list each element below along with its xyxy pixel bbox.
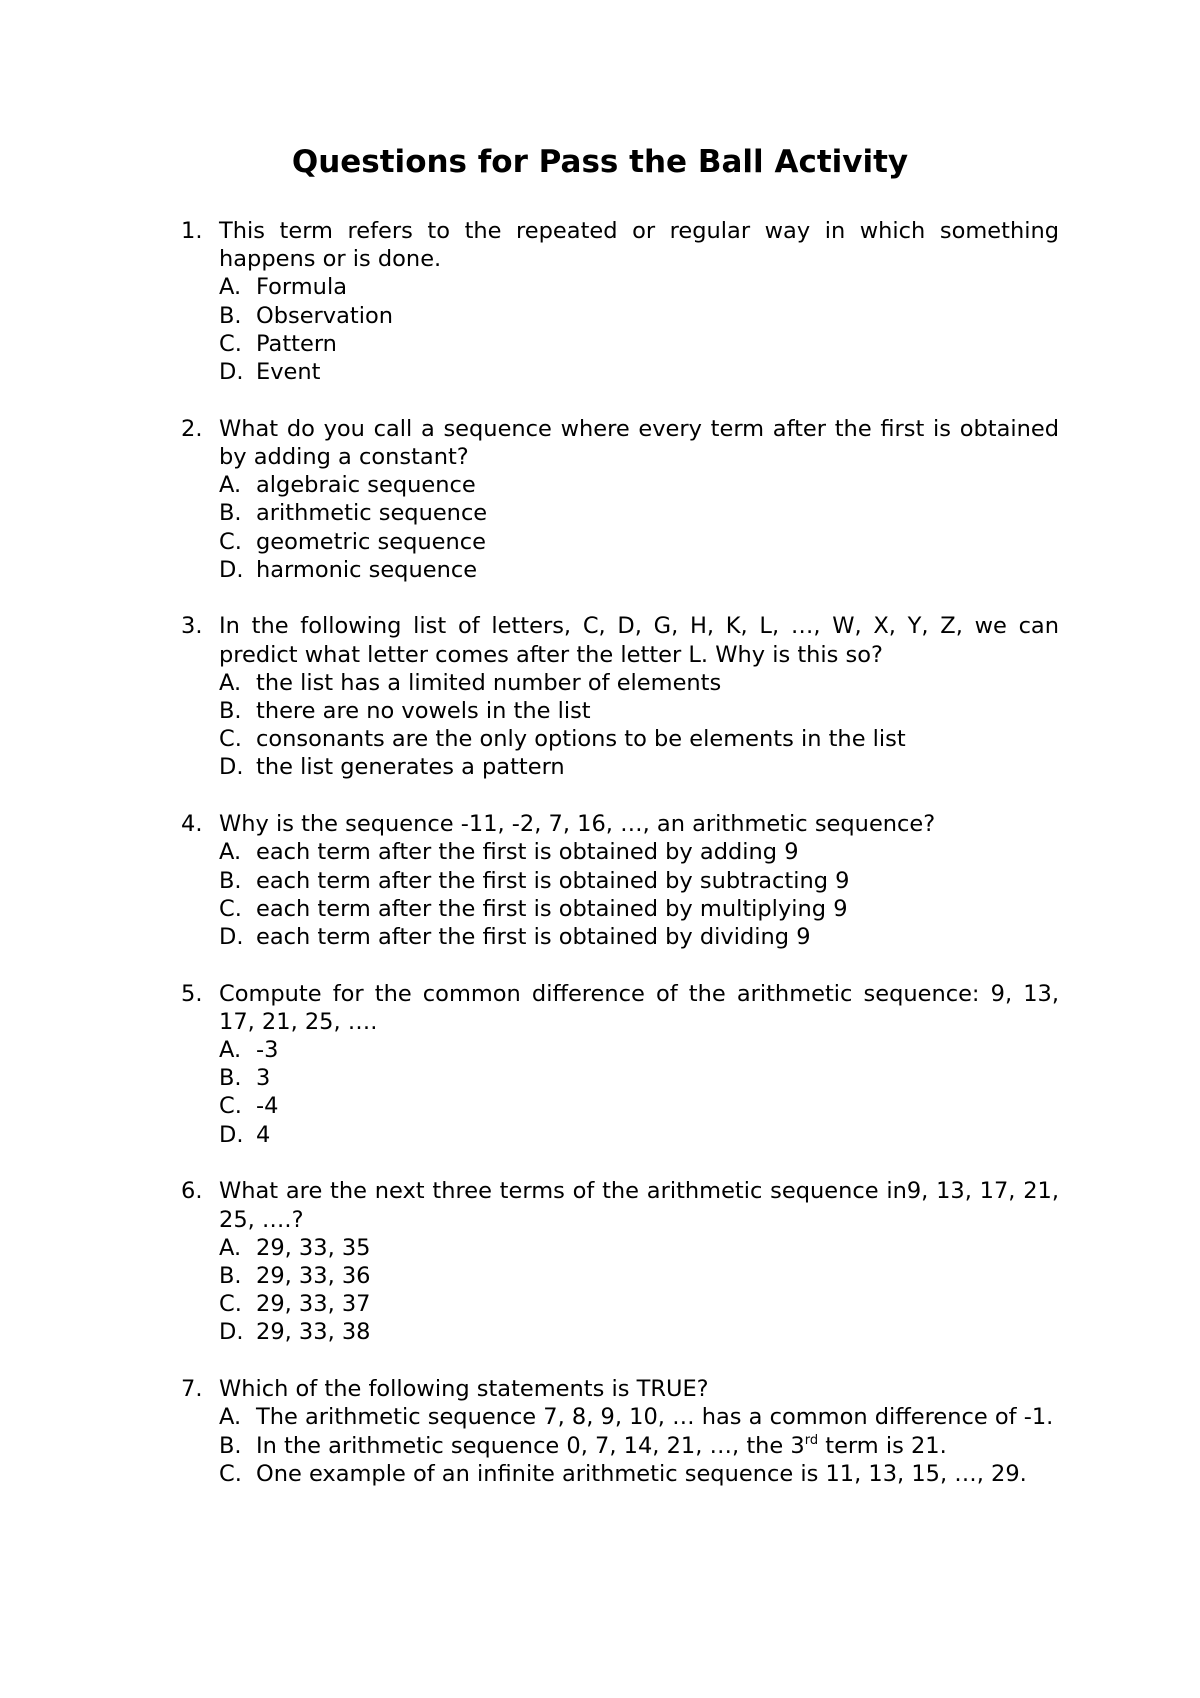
option-text: each term after the first is obtained by subtracting 9 [256, 867, 850, 894]
answer-option [219, 753, 1059, 781]
answer-option [219, 1403, 1059, 1431]
option-text: consonants are the only options to be elements in the list [256, 726, 906, 753]
option-text: geometric sequence [256, 528, 486, 555]
question-item [181, 980, 1059, 1149]
question-text: Compute for the common difference of the arithmetic sequence: 9, 13, 17, 21, 25, …. [219, 980, 1059, 1035]
option-text: arithmetic sequence [256, 500, 488, 527]
question-item [181, 1375, 1059, 1488]
option-letter: B. [219, 500, 242, 527]
answer-options [219, 273, 1059, 386]
option-letter: D. [219, 359, 244, 386]
question-number: 6. [181, 1178, 203, 1205]
option-text: 29, 33, 37 [256, 1291, 371, 1318]
option-letter: B. [219, 1065, 242, 1092]
question-body [219, 217, 1059, 386]
answer-option [219, 867, 1059, 895]
option-text: The arithmetic sequence 7, 8, 9, 10, … has a common difference of -1. [256, 1404, 1054, 1431]
answer-option [219, 499, 1059, 527]
option-text: 4 [256, 1121, 271, 1148]
question-row [181, 1375, 1059, 1488]
answer-option [219, 1036, 1059, 1064]
option-letter: A. [219, 274, 242, 301]
answer-option [219, 923, 1059, 951]
answer-option [219, 302, 1059, 330]
option-text: 29, 33, 35 [256, 1234, 371, 1261]
answer-option [219, 725, 1059, 753]
option-letter: D. [219, 754, 244, 781]
option-text: One example of an infinite arithmetic sequence is 11, 13, 15, …, 29. [256, 1460, 1027, 1487]
answer-option [219, 1262, 1059, 1290]
option-text: the list has a limited number of elements [256, 669, 722, 696]
question-text: In the following list of letters, C, D, G, H, K, L, …, W, X, Y, Z, we can predict what letter comes after the letter L. Why is this so? [219, 613, 1059, 668]
option-letter: B. [219, 1263, 242, 1289]
answer-option [219, 1318, 1059, 1346]
question-list [181, 217, 1059, 1516]
answer-option [219, 1121, 1059, 1149]
question-row [181, 810, 1059, 951]
answer-option [219, 1432, 1059, 1460]
question-row [181, 217, 1059, 386]
option-text: Pattern [256, 330, 337, 357]
question-number: 3. [181, 613, 203, 640]
question-body [219, 1375, 1059, 1488]
question-body [219, 415, 1059, 584]
page-title: Questions for Pass the Ball Activity [291, 144, 909, 180]
answer-option [219, 330, 1059, 358]
option-text: each term after the first is obtained by dividing 9 [256, 923, 811, 950]
answer-option [219, 1460, 1059, 1488]
option-text: harmonic sequence [256, 556, 478, 583]
question-row [181, 980, 1059, 1149]
answer-options [219, 838, 1059, 951]
option-text: 29, 33, 36 [256, 1263, 371, 1289]
option-letter: C. [219, 528, 242, 555]
question-number: 5. [181, 980, 203, 1007]
option-letter: D. [219, 1319, 244, 1346]
answer-options [219, 669, 1059, 782]
option-text: Observation [256, 302, 394, 329]
option-letter: B. [219, 1432, 242, 1459]
question-text: What are the next three terms of the arithmetic sequence in9, 13, 17, 21, 25, ….? [219, 1178, 1059, 1233]
option-text: 3 [256, 1065, 271, 1092]
option-text: 29, 33, 38 [256, 1319, 371, 1346]
question-item [181, 810, 1059, 951]
answer-option [219, 895, 1059, 923]
option-letter: B. [219, 698, 242, 725]
question-body [219, 810, 1059, 951]
answer-options [219, 1036, 1059, 1149]
option-letter: C. [219, 726, 242, 753]
option-text: algebraic sequence [256, 472, 476, 499]
question-item [181, 217, 1059, 386]
option-letter: A. [219, 1037, 242, 1064]
question-item [181, 612, 1059, 781]
question-row [181, 1177, 1059, 1346]
option-letter: D. [219, 556, 244, 583]
option-text-after: term is 21. [818, 1432, 947, 1459]
answer-option [219, 1064, 1059, 1092]
answer-option [219, 273, 1059, 301]
option-text: each term after the first is obtained by adding 9 [256, 839, 799, 866]
answer-option [219, 528, 1059, 556]
option-letter: C. [219, 895, 242, 922]
answer-options [219, 471, 1059, 584]
question-number: 7. [181, 1376, 203, 1403]
question-text: What do you call a sequence where every term after the first is obtained by adding a constant? [219, 415, 1059, 470]
question-body [219, 612, 1059, 781]
answer-option [219, 1234, 1059, 1262]
option-letter: A. [219, 669, 242, 696]
option-text [256, 1432, 1059, 1460]
option-letter: C. [219, 1291, 242, 1318]
option-letter: A. [219, 1234, 242, 1261]
option-letter: B. [219, 302, 242, 329]
question-text: This term refers to the repeated or regular way in which something happens or is done. [219, 218, 1059, 273]
option-letter: D. [219, 1121, 244, 1148]
option-letter: C. [219, 330, 242, 357]
option-letter: A. [219, 1404, 242, 1431]
option-text: -4 [256, 1093, 279, 1120]
question-number: 1. [181, 218, 203, 244]
question-body [219, 980, 1059, 1149]
answer-option [219, 556, 1059, 584]
option-text: each term after the first is obtained by multiplying 9 [256, 895, 848, 922]
question-item [181, 415, 1059, 584]
answer-option [219, 358, 1059, 386]
question-row [181, 612, 1059, 781]
option-letter: A. [219, 839, 242, 866]
option-letter: D. [219, 923, 244, 950]
option-letter: B. [219, 867, 242, 894]
question-text: Which of the following statements is TRUE? [219, 1376, 709, 1403]
answer-option [219, 697, 1059, 725]
answer-option [219, 1092, 1059, 1120]
ordinal-superscript: rd [804, 1432, 819, 1448]
option-text: there are no vowels in the list [256, 698, 591, 725]
question-body [219, 1177, 1059, 1346]
option-text: Formula [256, 274, 347, 301]
option-letter: C. [219, 1093, 242, 1120]
option-letter: A. [219, 472, 242, 499]
question-row [181, 415, 1059, 584]
option-text: Event [256, 359, 321, 386]
question-number: 4. [181, 811, 203, 838]
option-text-before: In the arithmetic sequence 0, 7, 14, 21, …, the 3 [256, 1432, 805, 1459]
answer-options [219, 1234, 1059, 1347]
answer-options [219, 1403, 1059, 1488]
answer-option [219, 838, 1059, 866]
option-text: -3 [256, 1037, 279, 1064]
option-letter: C. [219, 1460, 242, 1487]
question-item [181, 1177, 1059, 1346]
option-text: the list generates a pattern [256, 754, 565, 781]
answer-option [219, 669, 1059, 697]
question-text: Why is the sequence -11, -2, 7, 16, …, an arithmetic sequence? [219, 811, 936, 838]
answer-option [219, 1290, 1059, 1318]
answer-option [219, 471, 1059, 499]
question-number: 2. [181, 415, 203, 442]
